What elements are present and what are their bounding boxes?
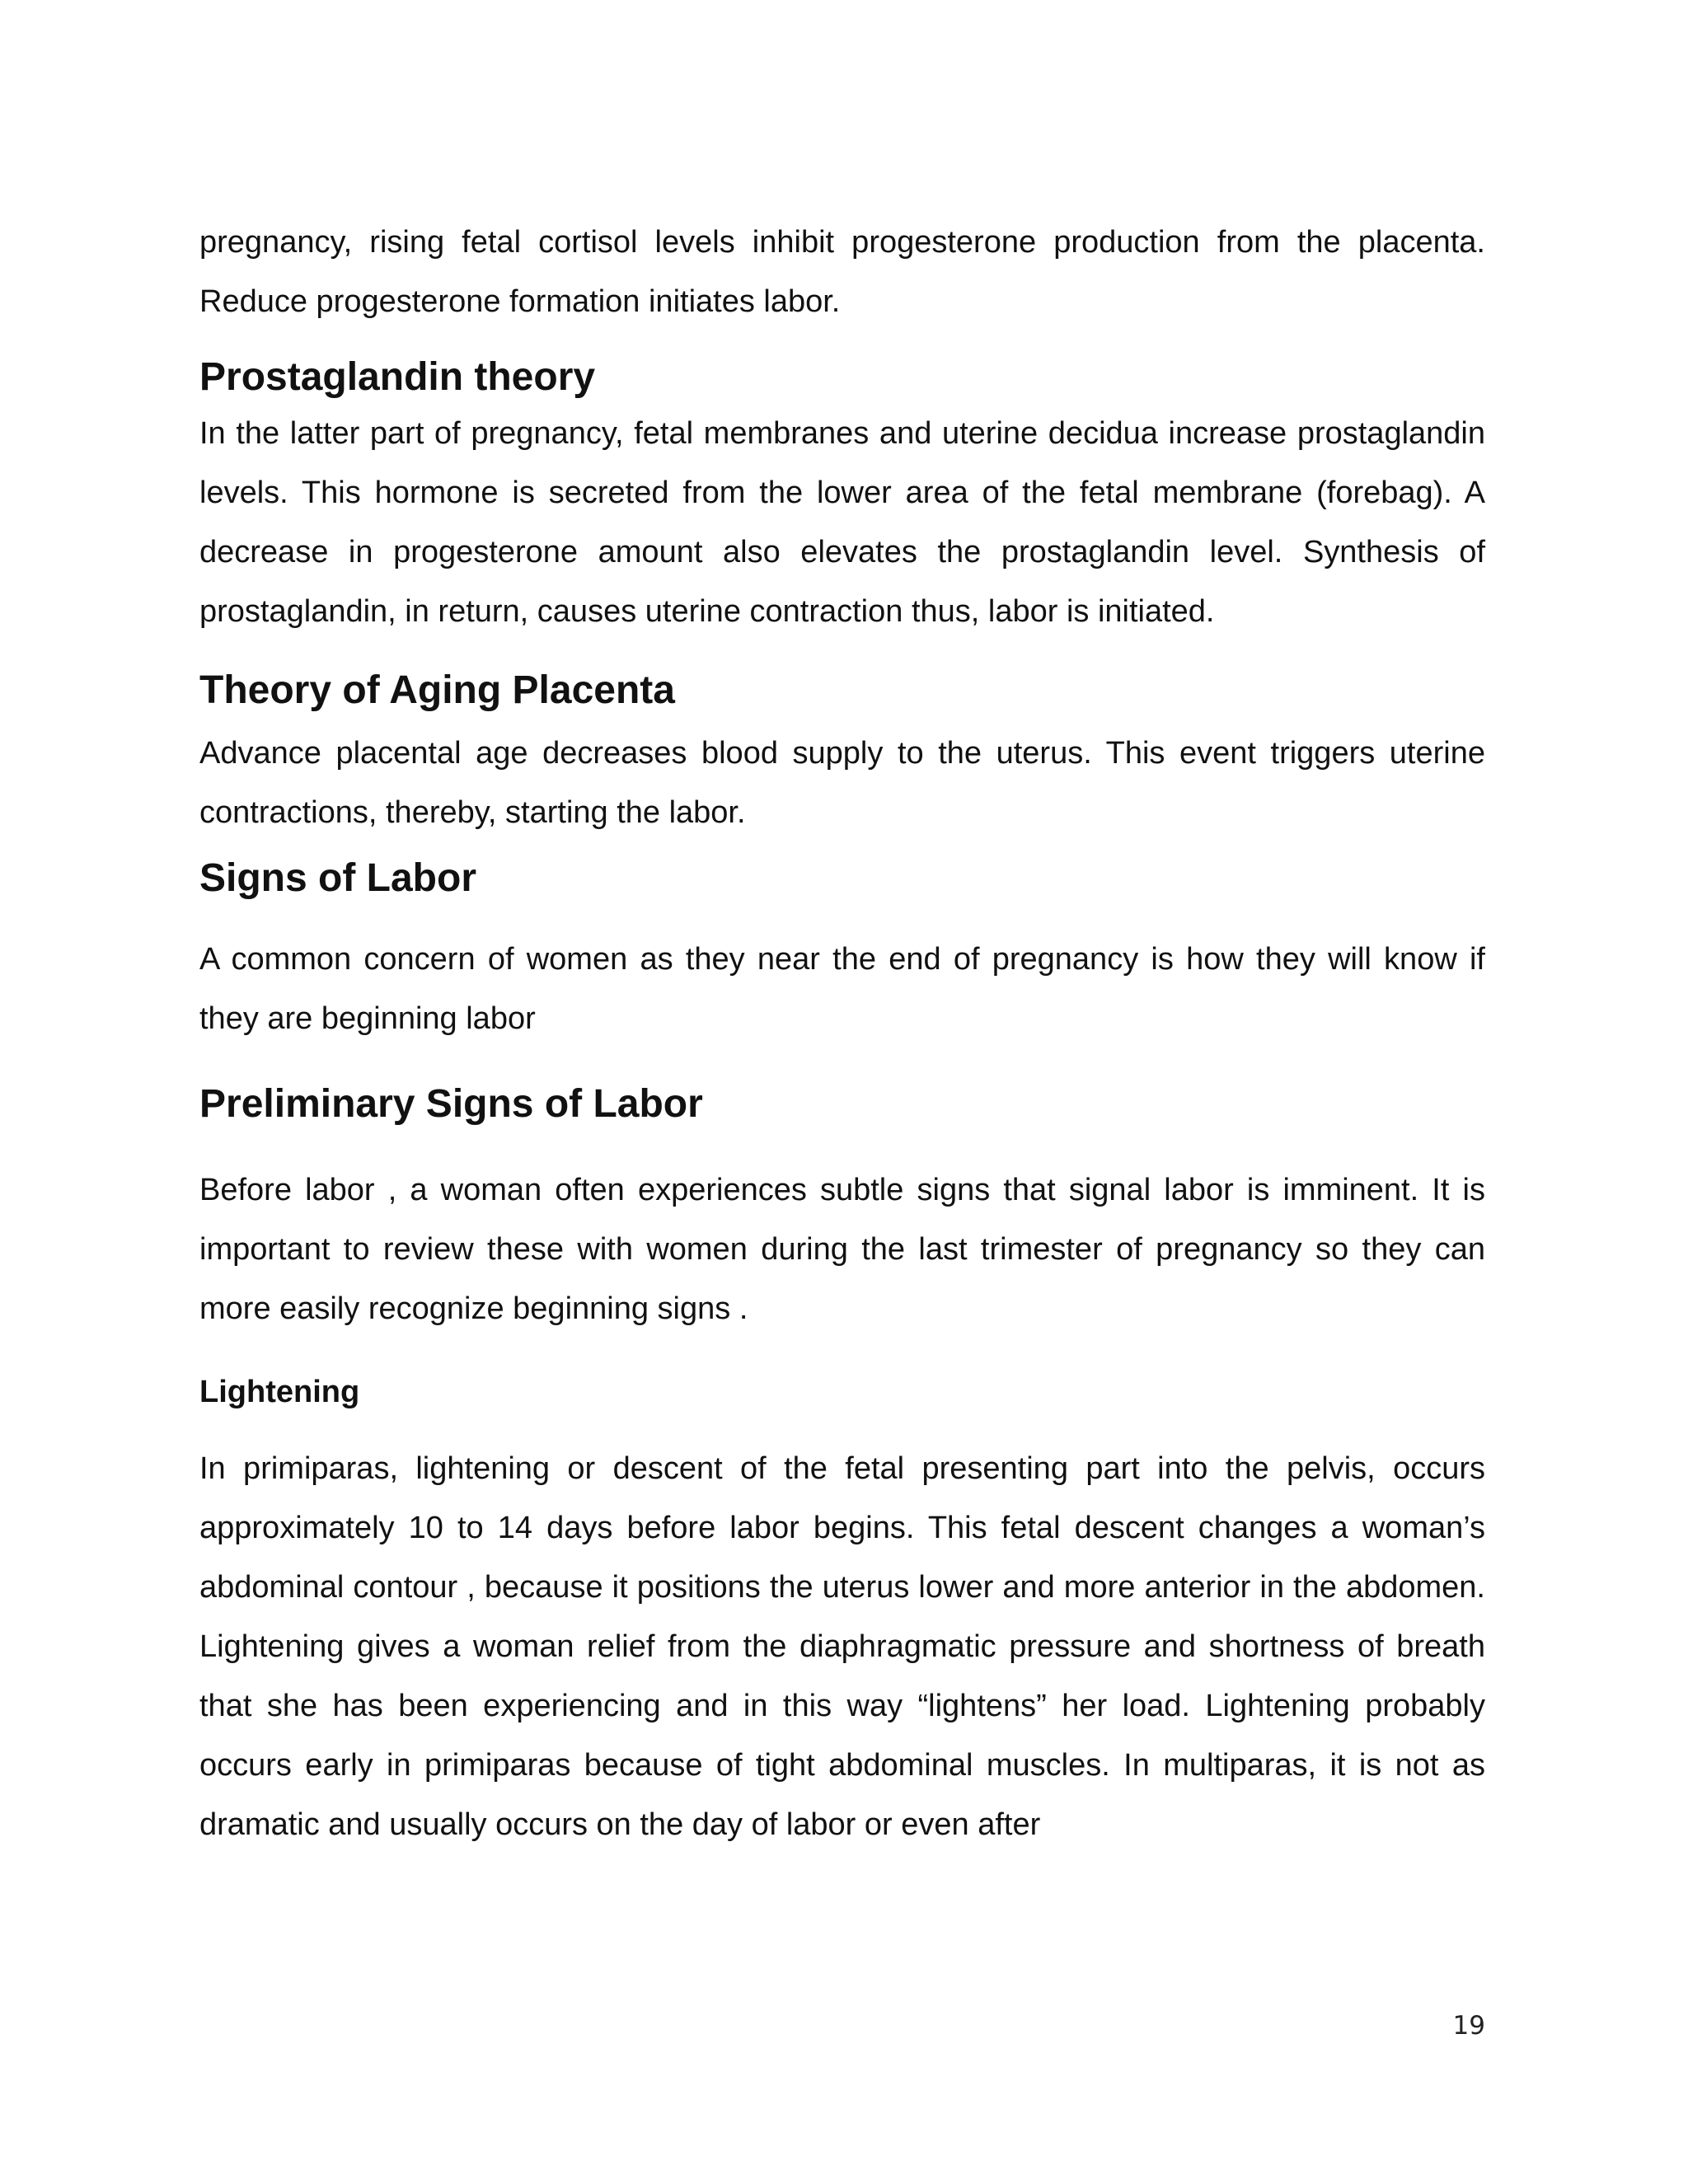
paragraph-preliminary-signs: Before labor , a woman often experiences subtle signs that signal labor is imminent. It is important to review these with women during the last trimester of pregnancy so they can more easily recognize beginning signs . <box>199 1173 1485 1326</box>
paragraph-aging-placenta: Advance placental age decreases blood supply to the uterus. This event triggers uterine contractions, thereby, starting the labor. <box>199 736 1485 830</box>
subheading-lightening: Lightening <box>199 1375 360 1409</box>
heading-preliminary-signs: Preliminary Signs of Labor <box>199 1082 703 1126</box>
paragraph-cortisol: pregnancy, rising fetal cortisol levels inhibit progesterone production from the placenta. Reduce progesterone formation initiates labor. <box>199 225 1485 319</box>
heading-aging-placenta: Theory of Aging Placenta <box>199 668 675 712</box>
paragraph-signs-of-labor: A common concern of women as they near the end of pregnancy is how they will know if they are beginning labor <box>199 942 1485 1036</box>
heading-signs-of-labor: Signs of Labor <box>199 856 476 900</box>
paragraph-prostaglandin: In the latter part of pregnancy, fetal membranes and uterine decidua increase prostaglandin levels. This hormone is secreted from the lower area of the fetal membrane (forebag). A decrease in progesterone amount also elevates the prostaglandin level. Synthesis of prostaglandin, in return, causes uterine contraction thus, labor is initiated. <box>199 416 1485 629</box>
paragraph-lightening: In primiparas, lightening or descent of the fetal presenting part into the pelvis, occurs approximately 10 to 14 days before labor begins. This fetal descent changes a woman’s abdominal contour , because it positions the uterus lower and more anterior in the abdomen. Lightening gives a woman relief from the diaphragmatic pressure and shortness of breath that she has been experiencing and in this way “lightens” her load. Lightening probably occurs early in primiparas because of tight abdominal muscles. In multiparas, it is not as dramatic and usually occurs on the day of labor or even after <box>199 1451 1485 1842</box>
document-page <box>199 213 1485 1854</box>
heading-prostaglandin-theory: Prostaglandin theory <box>199 355 596 399</box>
page-number: 19 <box>1452 2011 1485 2041</box>
